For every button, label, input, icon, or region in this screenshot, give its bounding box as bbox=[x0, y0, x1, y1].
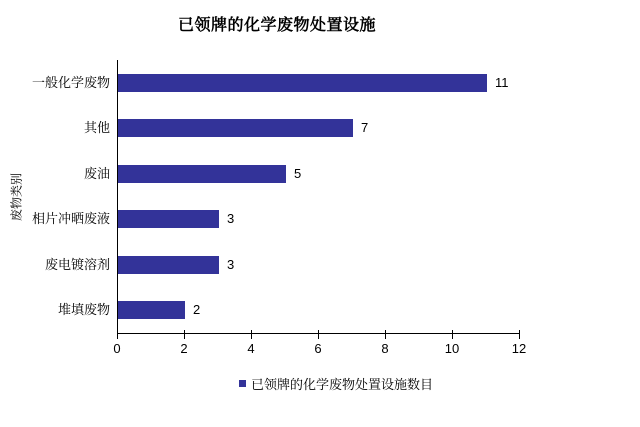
x-axis-tick bbox=[184, 330, 185, 339]
x-axis-tick bbox=[519, 330, 520, 339]
chart-title: 已领牌的化学废物处置设施 bbox=[177, 17, 376, 34]
x-axis-tick-label: 4 bbox=[247, 341, 255, 356]
x-axis-tick-label: 6 bbox=[314, 341, 322, 356]
x-axis-tick bbox=[385, 330, 386, 339]
bar-value-label: 5 bbox=[294, 166, 302, 181]
x-axis-tick-label: 12 bbox=[511, 341, 527, 356]
plot-area bbox=[117, 60, 520, 334]
x-axis-tick-label: 10 bbox=[444, 341, 460, 356]
x-axis-tick bbox=[251, 330, 252, 339]
x-axis-tick-label: 8 bbox=[381, 341, 389, 356]
bar-value-label: 2 bbox=[193, 302, 201, 317]
bar bbox=[118, 301, 185, 319]
bar bbox=[118, 119, 353, 137]
legend bbox=[239, 374, 433, 393]
bar bbox=[118, 165, 286, 183]
category-label: 废电镀溶剂 bbox=[44, 257, 110, 272]
y-axis-title: 废物类别 bbox=[9, 172, 24, 222]
category-label: 一般化学废物 bbox=[31, 75, 110, 90]
x-axis-tick bbox=[318, 330, 319, 339]
category-label: 废油 bbox=[83, 166, 110, 181]
bar-value-label: 3 bbox=[227, 211, 235, 226]
category-label: 其他 bbox=[83, 120, 110, 135]
bar-value-label: 7 bbox=[361, 120, 369, 135]
legend-label: 已领牌的化学废物处置设施数目 bbox=[251, 377, 434, 392]
legend-swatch bbox=[239, 380, 246, 387]
bar-value-label: 11 bbox=[495, 75, 509, 90]
x-axis-tick bbox=[452, 330, 453, 339]
bar bbox=[118, 74, 487, 92]
category-label: 相片冲晒废液 bbox=[31, 211, 110, 226]
x-axis-tick-label: 2 bbox=[180, 341, 188, 356]
x-axis-tick bbox=[117, 330, 118, 339]
bar bbox=[118, 210, 219, 228]
x-axis-tick-label: 0 bbox=[113, 341, 121, 356]
bar bbox=[118, 256, 219, 274]
category-label: 堆填废物 bbox=[57, 302, 110, 317]
bar-value-label: 3 bbox=[227, 257, 235, 272]
